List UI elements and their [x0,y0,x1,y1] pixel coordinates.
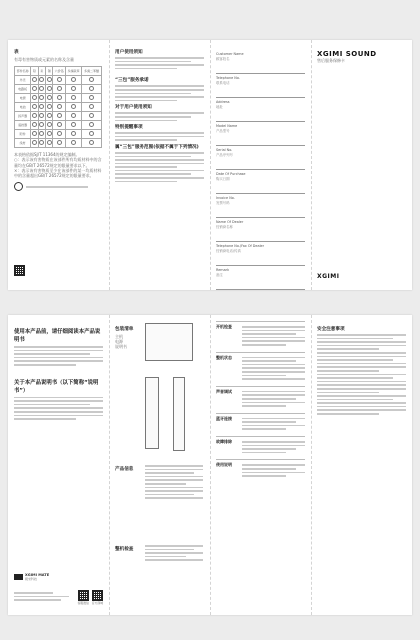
row-label: 附件 [15,130,31,139]
package-panel [109,315,210,615]
circle-icon [71,140,76,145]
circle-icon [32,77,37,82]
circle-icon [32,113,37,118]
circle-icon [47,131,52,136]
table-header: 汞 [38,67,45,76]
hazard-table-title: 表 [14,50,19,55]
function-row [216,459,305,478]
hazard-substance-panel [8,40,109,290]
circle-icon [39,77,44,82]
badge-subtitle: 极米科技 [25,577,38,581]
hazard-table [14,66,102,148]
section-heading: “三包”服务承诺 [115,78,149,84]
table-row [15,67,102,76]
circle-icon [57,131,62,136]
circle-icon [39,95,44,100]
bottom-logo: XGIMI [317,273,340,280]
functions-panel [210,315,311,615]
circle-icon [57,122,62,127]
row-label: 声音调试 [216,388,232,394]
warranty-sheet-front [8,40,412,290]
table-row [15,94,102,103]
circle-icon [89,122,94,127]
circle-icon [47,77,52,82]
qr-label: 客服微信 [77,601,89,605]
table-header: 多溴二苯醚 [82,67,102,76]
circle-icon [39,140,44,145]
section-heading: 关于本产品说明书（以下简称“说明书”） [14,379,99,394]
circle-icon [32,104,37,109]
circle-icon [32,140,37,145]
row-label: 蓝牙连接 [216,415,232,421]
recycle-icon [14,182,23,191]
cover-subtitle: 售后服务保修卡 [317,58,345,63]
table-header: 多溴联苯 [65,67,81,76]
qr-label: 官方商城 [91,601,103,605]
circle-icon [47,104,52,109]
circle-icon [39,131,44,136]
hazard-note: 本表格依据SJ/T 11364的规定编制。 [14,152,80,158]
circle-icon [89,131,94,136]
circle-icon [89,140,94,145]
warranty-field[interactable]: Date Of Purchase 购买日期 [216,172,305,194]
circle-icon [71,113,76,118]
badge-title: XGIMI MATE [25,573,50,577]
function-row [216,386,305,409]
table-header: 镉 [46,67,53,76]
circle-icon [71,122,76,127]
row-label: 故障排除 [216,439,232,445]
row-label: 整机状态 [216,354,232,360]
circle-icon [39,113,44,118]
circle-icon [47,140,52,145]
warranty-field[interactable]: Address 地址 [216,100,305,122]
circle-icon [47,113,52,118]
circle-icon [57,113,62,118]
row-label: 扬声器 [15,112,31,121]
warranty-field[interactable]: Invoice No. 发票号码 [216,196,305,218]
circle-icon [32,122,37,127]
warranty-card-panel [210,40,311,290]
row-label: 外壳 [15,76,31,85]
circle-icon [57,95,62,100]
device-top-illustration [145,323,193,361]
circle-icon [71,104,76,109]
list-item: 电源 [115,339,123,345]
warranty-terms-panel [109,40,210,290]
circle-icon [89,113,94,118]
function-row [216,436,305,455]
circle-icon [57,104,62,109]
circle-icon [39,104,44,109]
list-item: 说明书 [115,344,127,350]
text-line [26,186,88,188]
safety-panel [311,315,412,615]
circle-icon [71,77,76,82]
table-header: 铅 [31,67,38,76]
table-row [15,112,102,121]
table-row [15,130,102,139]
table-row [15,139,102,148]
circle-icon [47,95,52,100]
section-heading: 包装清单 [115,327,134,332]
row-label: 电池 [15,103,31,112]
table-row [15,85,102,94]
circle-icon [89,104,94,109]
circle-icon [89,77,94,82]
list-item: 主机 [115,334,123,339]
qr-code-icon [78,590,89,601]
section-heading: 特别提醒事项 [115,125,143,131]
circle-icon [39,122,44,127]
warranty-field[interactable]: Name Of Dealer 经销商名称 [216,220,305,242]
circle-icon [47,86,52,91]
circle-icon [57,86,62,91]
function-row [216,352,305,382]
section-heading: 安全注意事项 [317,327,345,332]
intro-panel [8,315,109,615]
qr-code-icon [92,590,103,601]
circle-icon [71,86,76,91]
circle-icon [71,95,76,100]
brand-badge [14,573,49,581]
function-row [216,413,305,432]
circle-icon [47,122,52,127]
device-side-illustration [173,377,185,451]
hazard-note: ○：表示该有害物质在该部件所有均质材料中的含量均在GB/T 26572规定的限量要求以下。 [14,157,102,168]
warranty-field[interactable]: Remark 备注 [216,268,305,290]
device-front-illustration [145,377,159,449]
table-header: 六价铬 [53,67,65,76]
function-row [216,321,305,348]
brand-mark-icon [14,574,23,580]
row-label: 电路板 [15,85,31,94]
section-heading: 对于用户使用须知 [115,105,152,111]
row-label: 开机检查 [216,324,232,329]
warranty-field[interactable]: Model Name 产品型号 [216,124,305,146]
manual-sheet-back [8,315,412,615]
table-row [15,103,102,112]
row-label: 线材 [15,139,31,148]
circle-icon [32,131,37,136]
circle-icon [57,77,62,82]
circle-icon [32,95,37,100]
section-heading: 用户使用须知 [115,50,143,55]
row-label: 使用说明 [216,462,232,468]
circle-icon [57,140,62,145]
cover-panel [311,40,412,290]
table-header: 部件名称 [15,67,31,76]
row-label: 电源 [15,94,31,103]
section-heading: 使用本产品前，请仔细阅读本产品说明书 [14,329,101,343]
row-label: 遥控器 [15,121,31,130]
warranty-field[interactable]: Serial No. 产品序列号 [216,148,305,170]
qr-code-icon [14,265,25,276]
circle-icon [32,86,37,91]
circle-icon [71,131,76,136]
warranty-field[interactable]: Customer Name 顾客姓名 [216,52,305,74]
hazard-table-subtitle: 有毒有害物质或元素的名称及含量 [14,57,74,62]
table-row [15,121,102,130]
brand-logo: XGIMI SOUND [317,50,377,58]
hazard-note: ×：表示该有害物质至少在该部件的某一均质材料中的含量超出GB/T 26572规定的限量要求。 [14,167,102,179]
circle-icon [39,86,44,91]
warranty-field[interactable]: Telephone No./Fax Of Dealer 经销商电话/传真 [216,244,305,266]
warranty-field[interactable]: Telephone No. 联系电话 [216,76,305,98]
section-heading: 属“三包”服务范围(依据不属于下列情况) [115,144,199,150]
section-heading: 整机检查 [115,547,134,552]
section-heading: 产品信息 [115,467,134,472]
circle-icon [89,95,94,100]
table-row [15,76,102,85]
circle-icon [89,86,94,91]
